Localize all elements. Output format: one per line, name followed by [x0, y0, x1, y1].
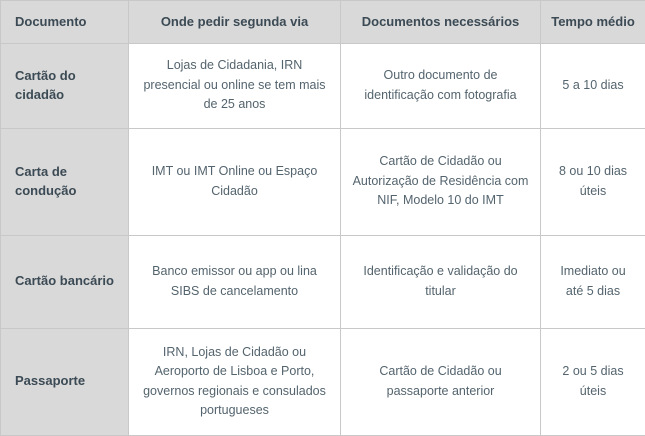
column-header-documento: Documento	[1, 1, 129, 44]
row-header-documento: Cartão bancário	[1, 235, 129, 328]
cell-onde-pedir: IMT ou IMT Online ou Espaço Cidadão	[129, 128, 341, 235]
cell-documentos-necessarios: Outro documento de identificação com fotografia	[341, 43, 541, 128]
table-row	[1, 43, 645, 128]
table-row	[1, 128, 645, 235]
cell-tempo-medio: Imediato ou até 5 dias	[541, 235, 645, 328]
table-header	[1, 1, 645, 44]
row-header-documento: Passaporte	[1, 328, 129, 435]
cell-documentos-necessarios: Identificação e validação do titular	[341, 235, 541, 328]
column-header-documentos-necessarios: Documentos necessários	[341, 1, 541, 44]
row-header-documento: Carta de condução	[1, 128, 129, 235]
table-body	[1, 43, 645, 435]
cell-tempo-medio: 2 ou 5 dias úteis	[541, 328, 645, 435]
cell-onde-pedir: Lojas de Cidadania, IRN presencial ou online se tem mais de 25 anos	[129, 43, 341, 128]
cell-onde-pedir: IRN, Lojas de Cidadão ou Aeroporto de Lisboa e Porto, governos regionais e consulados portugueses	[129, 328, 341, 435]
cell-documentos-necessarios: Cartão de Cidadão ou Autorização de Residência com NIF, Modelo 10 do IMT	[341, 128, 541, 235]
cell-documentos-necessarios: Cartão de Cidadão ou passaporte anterior	[341, 328, 541, 435]
column-header-tempo-medio: Tempo médio	[541, 1, 645, 44]
row-header-documento: Cartão do cidadão	[1, 43, 129, 128]
table-row	[1, 235, 645, 328]
table-row	[1, 328, 645, 435]
column-header-onde-pedir: Onde pedir segunda via	[129, 1, 341, 44]
cell-tempo-medio: 5 a 10 dias	[541, 43, 645, 128]
cell-onde-pedir: Banco emissor ou app ou lina SIBS de cancelamento	[129, 235, 341, 328]
table-header-row	[1, 1, 645, 44]
cell-tempo-medio: 8 ou 10 dias úteis	[541, 128, 645, 235]
